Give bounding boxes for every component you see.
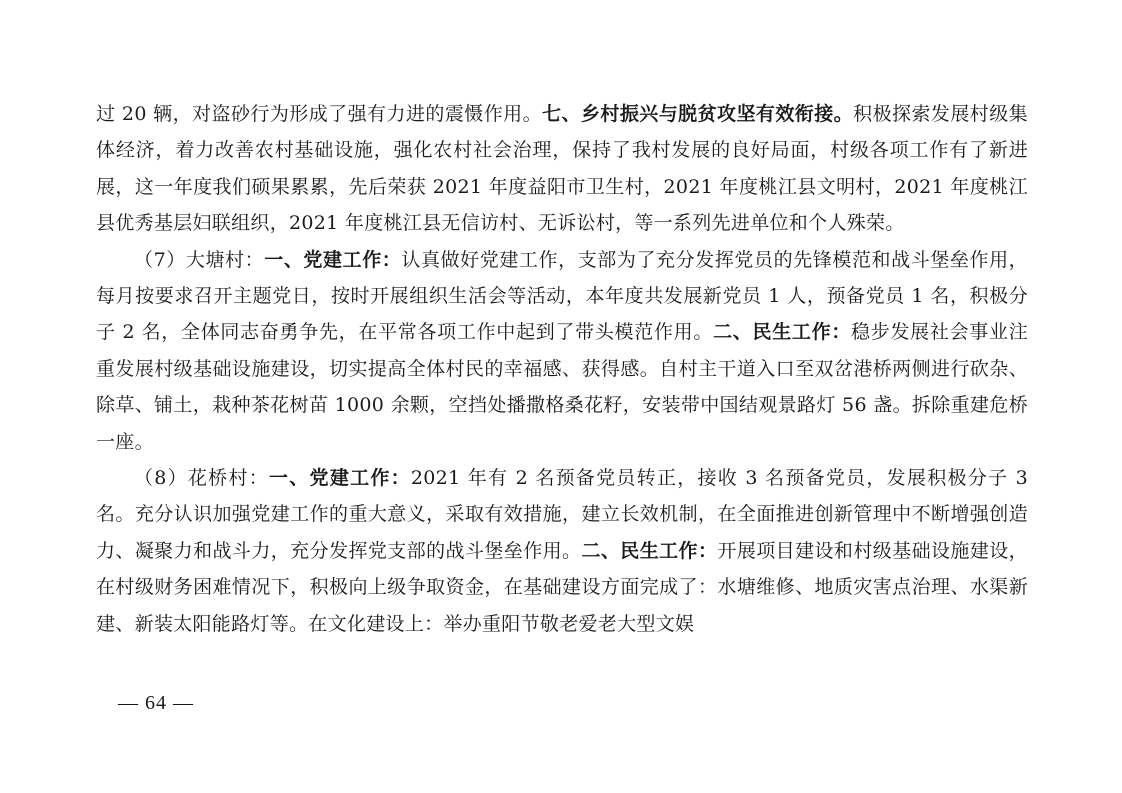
paragraph-huaqiao-village <box>96 460 1028 642</box>
datang-party-building-text: 认真做好党建工作，支部为了充分发挥党员的先锋模范和战斗堡垒作用，每月按要求召开主题党日，按时开展组织生活会等活动，本年度共发展新党员 1 人，预备党员 1 名，积极分子 2 名，全体同志奋勇争先，在平常各项工作中起到了带头模范作用。 <box>96 248 1028 344</box>
paragraph-1 <box>96 96 1028 242</box>
heading-party-building: 一、党建工作： <box>269 467 411 490</box>
village-label-huaqiao: （8）花桥村： <box>134 467 269 490</box>
section-heading-rural-revitalization: 七、乡村振兴与脱贫攻坚有效衔接。 <box>542 103 854 125</box>
heading-livelihood: 二、民生工作： <box>581 539 718 562</box>
paragraph-datang-village <box>96 242 1028 460</box>
document-body <box>96 96 1028 642</box>
village-label-datang: （7）大塘村： <box>134 248 265 271</box>
huaqiao-livelihood-text: 开展项目建设和村级基础设施建设，在村级财务困难情况下，积极向上级争取资金，在基础建设方面完成了：水塘维修、地质灾害点治理、水渠新建、新装太阳能路灯等。在文化建设上：举办重阳节敬老爱老大型文娱 <box>96 539 1028 635</box>
heading-livelihood: 二、民生工作： <box>713 321 852 344</box>
huaqiao-party-building-text: 2021 年有 2 名预备党员转正，接收 3 名预备党员，发展积极分子 3 名。充分认识加强党建工作的重大意义，采取有效措施，建立长效机制，在全面推进创新管理中不断增强创造力、凝聚力和战斗力，充分发挥党支部的战斗堡垒作用。 <box>96 467 1028 562</box>
datang-livelihood-text: 稳步发展社会事业注重发展村级基础设施建设，切实提高全体村民的幸福感、获得感。自村主干道入口至双岔港桥两侧进行砍杂、除草、铺土，栽种茶花树苗 1000 余颗，空挡处播撒格桑花籽，安装带中国结观景路灯 56 盏。拆除重建危桥一座。 <box>96 321 1029 453</box>
paragraph-1-body: 积极探索发展村级集体经济，着力改善农村基础设施，强化农村社会治理，保持了我村发展的良好局面，村级各项工作有了新进展，这一年度我们硕果累累，先后荣获 2021 年度益阳市卫生村，2021 年度桃江县文明村，2021 年度桃江县优秀基层妇联组织，2021 年度桃江县无信访村、无诉讼村，等一系列先进单位和个人殊荣。 <box>96 103 1028 235</box>
heading-party-building: 一、党建工作： <box>264 248 402 271</box>
page-number: — 64 — <box>118 692 194 714</box>
paragraph-1-text: 过 20 辆，对盗砂行为形成了强有力进的震慑作用。 <box>96 103 543 125</box>
